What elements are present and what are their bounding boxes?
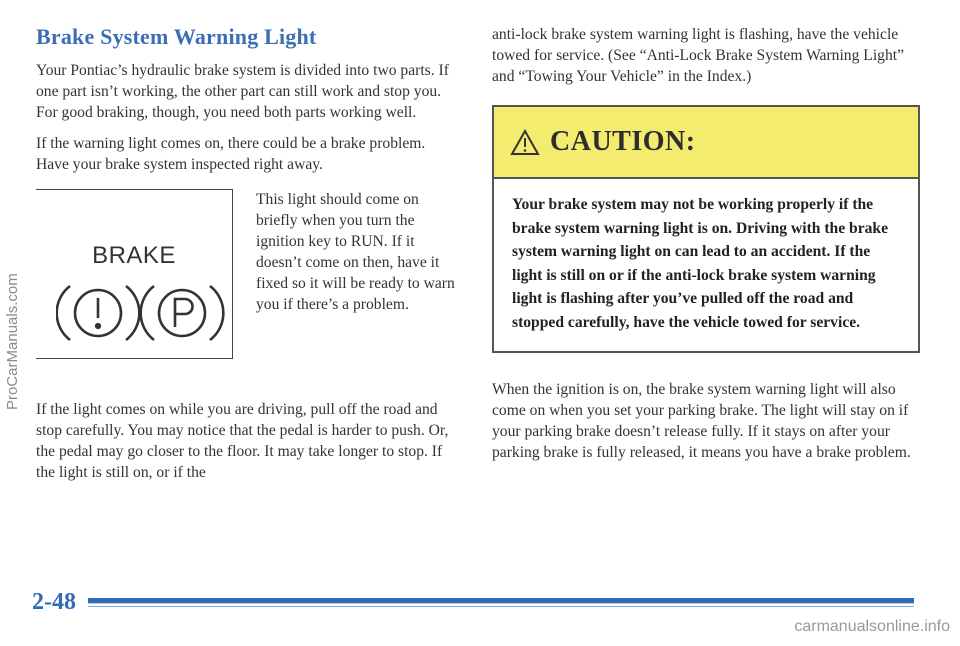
parking-brake-p-icon [141,286,224,340]
caution-box [492,105,920,353]
footer-rule-thin [88,606,914,607]
brake-warning-exclamation-icon [57,286,140,340]
left-watermark-text: ProCarManuals.com [4,273,21,410]
bottom-watermark: carmanualsonline.info [794,618,950,635]
page-number: 2-48 [32,589,76,615]
paragraph-warning-light: If the warning light comes on, there could be a brake problem. Have your brake system inspected right away. [36,135,426,173]
paragraph-antilock: anti-lock brake system warning light is flashing, have the vehicle towed for service. (See “Anti-Lock Brake System Warning Light” and “Towing Your Vehicle” in the Index.) [492,26,905,85]
brake-label: BRAKE [92,242,176,269]
caution-triangle-icon [510,129,540,156]
figure-text: This light should come on briefly when you turn the ignition key to RUN. If it doesn’t come on then, have it fixed so it will be ready to warn you if there’s a problem. [256,191,455,313]
figure-description [256,189,456,325]
footer-rule [88,598,914,604]
paragraph-driving: If the light comes on while you are driving, pull off the road and stop carefully. You may notice that the pedal is harder to push. Or, the pedal may go closer to the floor. It may take longer to stop. If the light is still on, or if the [36,401,449,481]
caution-title: CAUTION: [550,126,696,157]
section-heading: Brake System Warning Light [36,24,317,49]
brake-symbols [56,278,236,348]
caution-header [494,107,918,179]
right-column [492,24,924,473]
caution-text: Your brake system may not be working properly if the brake system warning light is on. Driving with the brake system warning light on can lead to an accident. If the light is still on or if the anti-lock brake system warning light is flashing after you’ve pulled off the road and stopped carefully, have the vehicle towed for service. [512,196,889,331]
brake-figure-row [36,189,456,399]
left-column [36,24,456,493]
paragraph-hydraulic: Your Pontiac’s hydraulic brake system is divided into two parts. If one part isn’t working, the other part can still work and stop you. For good braking, though, you need both parts working well. [36,62,449,121]
paragraph-parking-brake: When the ignition is on, the brake system warning light will also come on when you set your parking brake. The light will stay on if your parking brake doesn’t release fully. If it stays on after your parking brake is fully released, it means you have a brake problem. [492,381,911,461]
brake-light-figure [36,189,233,359]
